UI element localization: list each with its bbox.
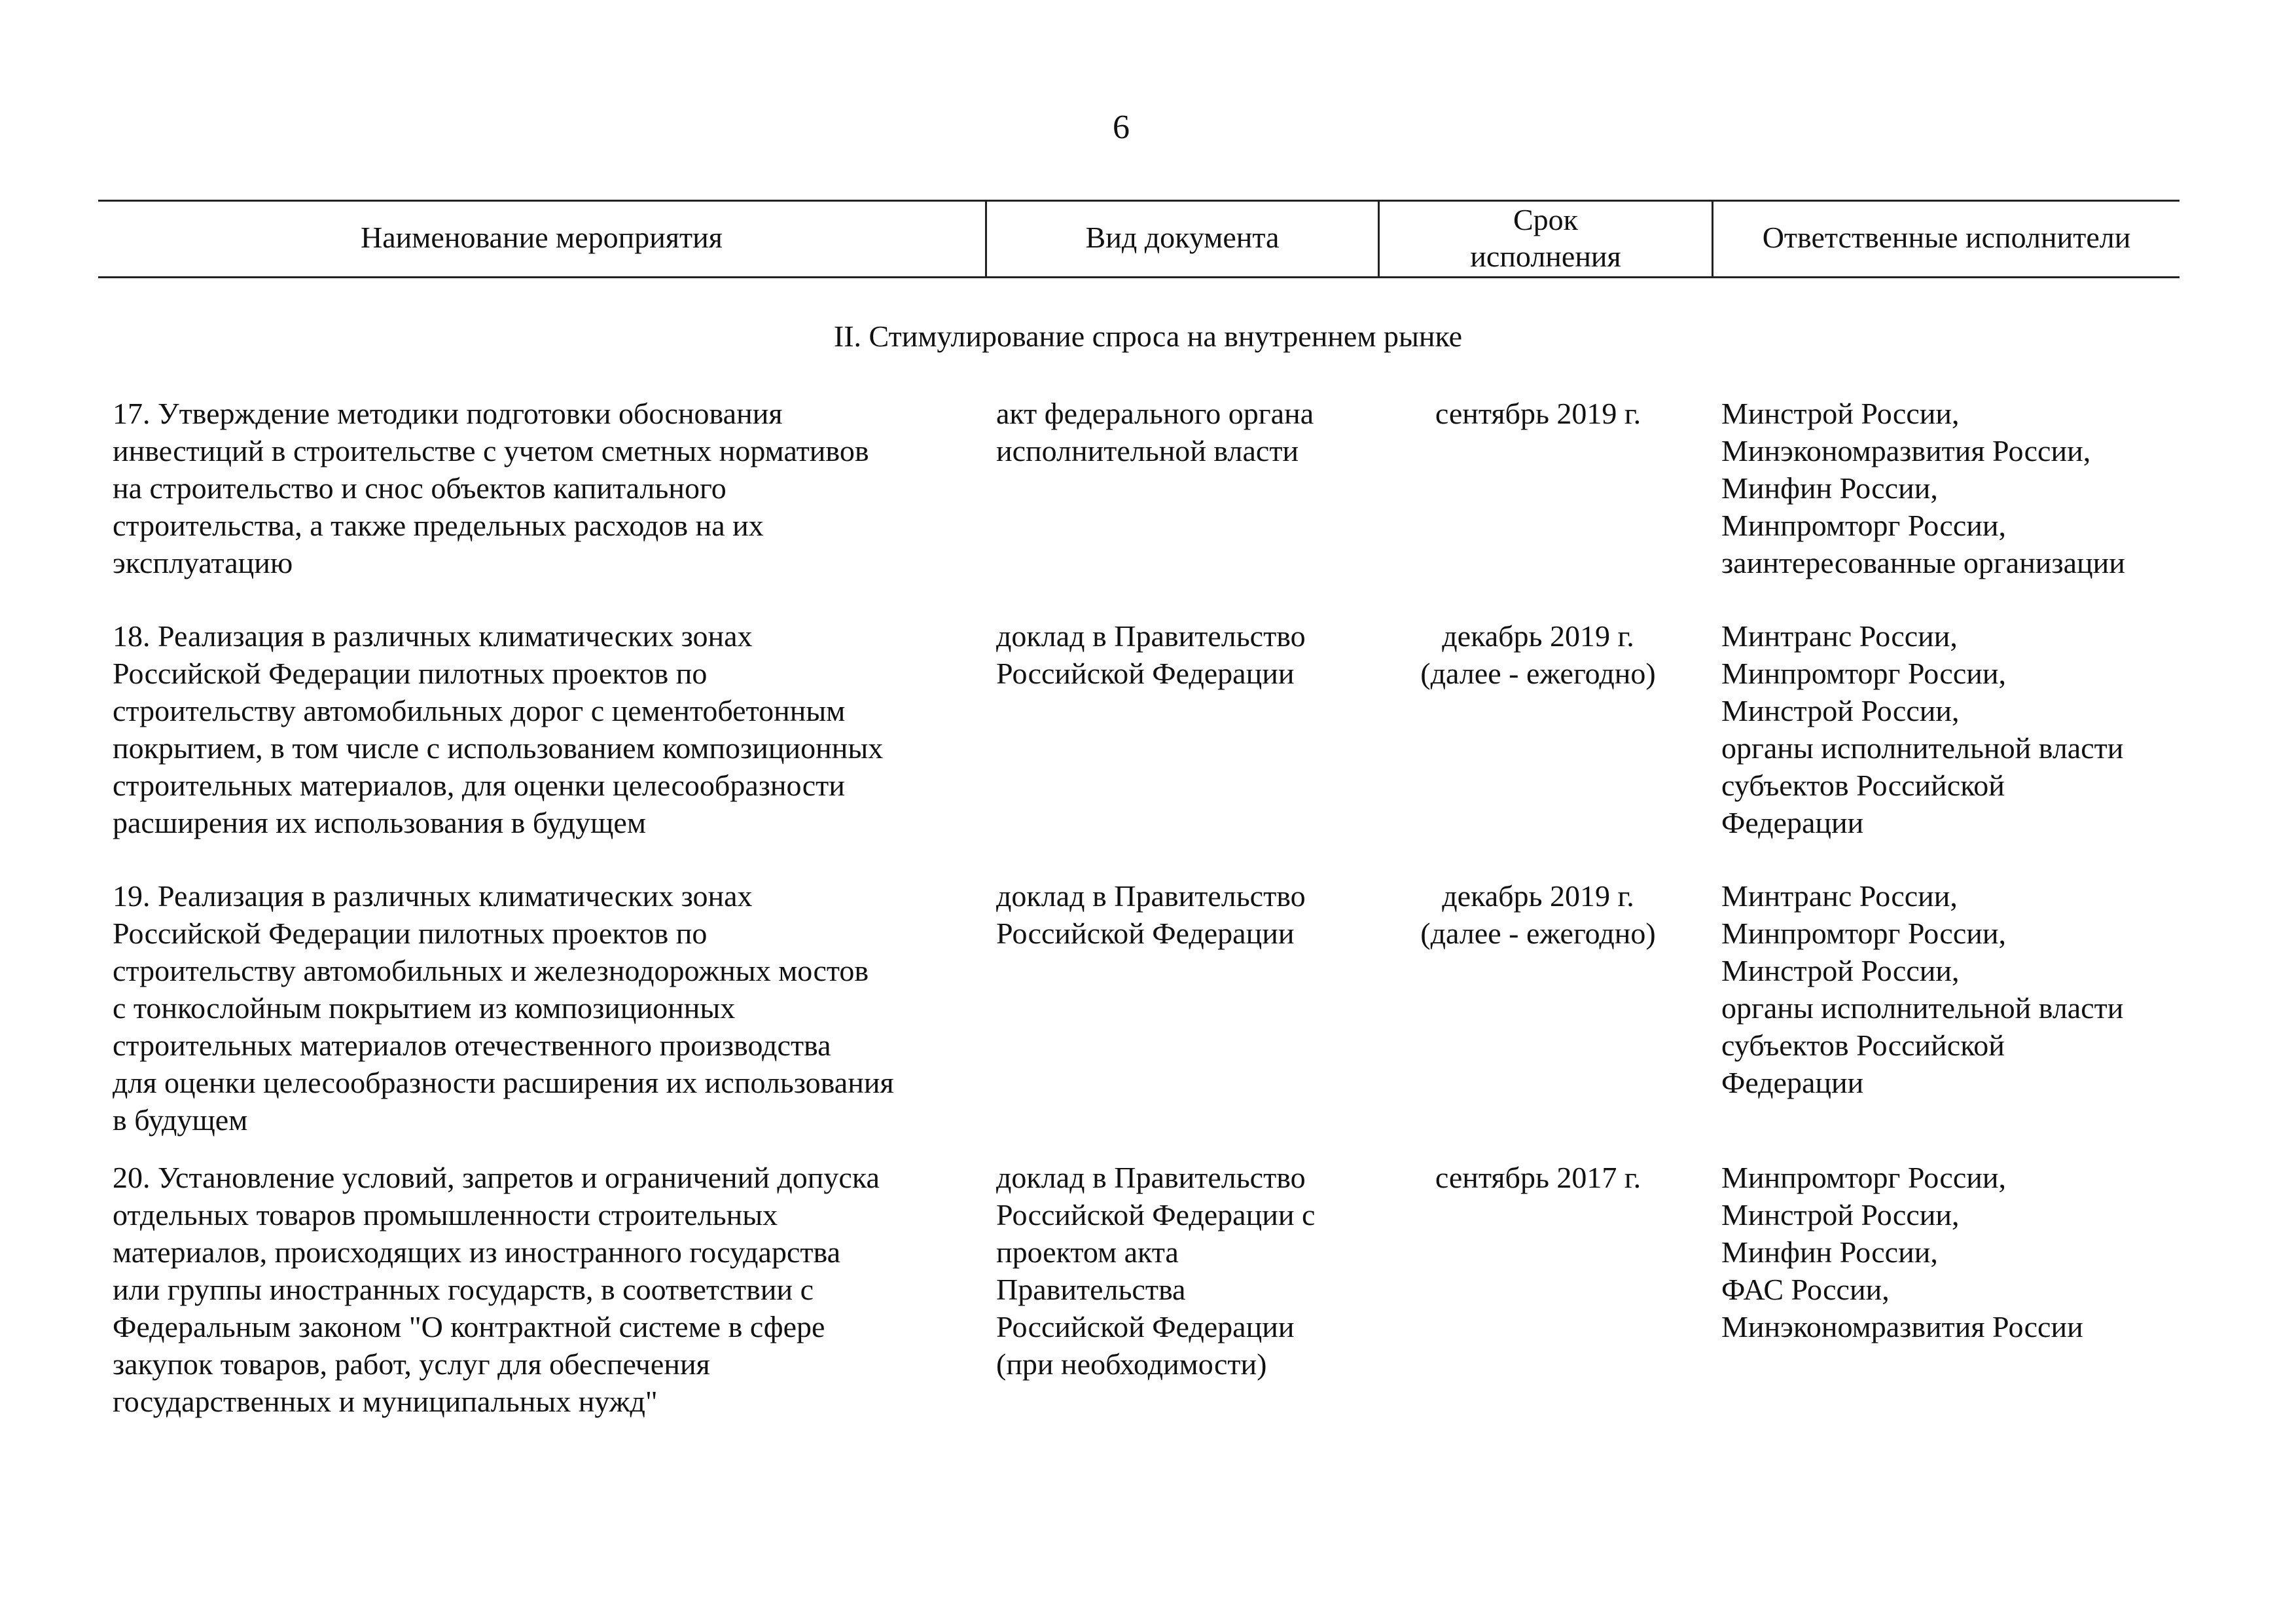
row-name: 18. Реализация в различных климатических зонах Российской Федерации пилотных проектов по строительству автомобильных дорог с цементобетонным покрытием, в том числе с использованием композиционных строительных материалов, для оценки целесообразности расширения их использования в будущем (113, 619, 884, 839)
header-doc-type: Вид документа (1085, 221, 1280, 254)
row-name: 20. Установление условий, запретов и ограничений допуска отдельных товаров промышленности строительных материалов, происходящих из иностранного государства или группы иностранных государств, в соответствии с Федеральным законом "О контрактной системе в сфере закупок товаров, работ, услуг для обеспечения государственных и муниципальных нужд" (113, 1161, 880, 1418)
row-doc-type: доклад в Правительство Российской Федерации (996, 619, 1306, 690)
row-responsible: Минтранс России, Минпромторг России, Минстрой России, органы исполнительной власти субъектов Российской Федерации (1721, 619, 2124, 839)
section-title: II. Стимулирование спроса на внутреннем рынке (833, 319, 1463, 353)
page-number: 6 (1113, 109, 1130, 146)
row-term: сентябрь 2019 г. (1435, 397, 1641, 430)
row-term: декабрь 2019 г. (далее - ежегодно) (1420, 619, 1656, 690)
header-term: Срок исполнения (1470, 203, 1621, 273)
row-name: 17. Утверждение методики подготовки обоснования инвестиций в строительстве с учетом сметных нормативов на строительство и снос объектов капитального строительства, а также предельных расходов на их эксплуатацию (113, 397, 869, 579)
row-responsible: Минстрой России, Минэкономразвития России, Минфин России, Минпромторг России, заинтересованные организации (1721, 397, 2125, 579)
row-responsible: Минтранс России, Минпромторг России, Минстрой России, органы исполнительной власти субъектов Российской Федерации (1721, 879, 2124, 1099)
table-header-bottom-rule (98, 276, 2179, 278)
header-responsible: Ответственные исполнители (1762, 221, 2131, 254)
row-term: сентябрь 2017 г. (1435, 1161, 1641, 1194)
row-term: декабрь 2019 г. (далее - ежегодно) (1420, 879, 1656, 950)
header-name: Наименование мероприятия (361, 221, 723, 254)
row-doc-type: акт федерального органа исполнительной власти (996, 397, 1314, 467)
row-doc-type: доклад в Правительство Российской Федерации (996, 879, 1306, 950)
row-name: 19. Реализация в различных климатических зонах Российской Федерации пилотных проектов по строительству автомобильных и железнодорожных мостов с тонкослойным покрытием из композиционных строительных материалов отечественного производства для оценки целесообразности расширения их использования в будущем (113, 879, 894, 1137)
row-responsible: Минпромторг России, Минстрой России, Минфин России, ФАС России, Минэкономразвития России (1721, 1161, 2083, 1343)
row-doc-type: доклад в Правительство Российской Федерации с проектом акта Правительства Российской Федерации (при необходимости) (996, 1161, 1316, 1381)
table-header-top-rule (98, 200, 2179, 202)
